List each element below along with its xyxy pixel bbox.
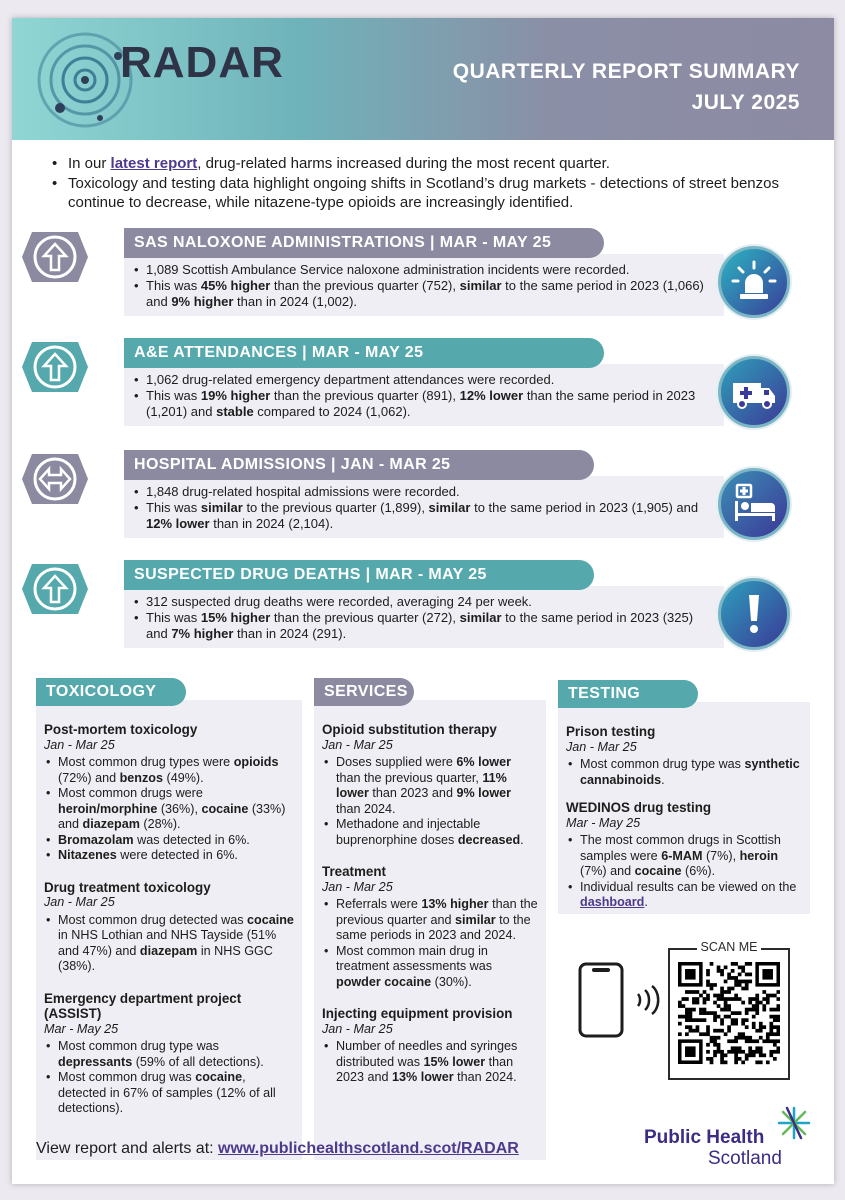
- intro-bullet-2: • Toxicology and testing data highlight ongoing shifts in Scotland’s drug markets - detections of street benzos continue to decrease, while nitazene-type opioids are increasingly identified.: [52, 174, 812, 212]
- tr-bullet-1: • Referrals were 13% higher than the previous quarter and similar to the same periods in 2023 and 2024.: [322, 897, 538, 944]
- title-line-1: QUARTERLY REPORT SUMMARY: [452, 60, 800, 83]
- section-naloxone: [12, 228, 834, 338]
- ost-date: Jan - Mar 25: [322, 737, 393, 752]
- deaths-bullet-2: • This was 15% higher than the previous quarter (272), similar to the same period in 2023 (325) and 7% higher than in 2024 (291).: [134, 610, 714, 642]
- arrow-up-icon: [22, 560, 88, 618]
- arrows-left-right-icon: [22, 450, 88, 508]
- pm-bullet-4: • Nitazenes were detected in 6%.: [44, 848, 294, 864]
- ed-bullet-2: • Most common drug was cocaine, detected in 67% of samples (12% of all detections).: [44, 1070, 294, 1117]
- pm-bullet-3: • Bromazolam was detected in 6%.: [44, 833, 294, 849]
- deaths-bullet-1: • 312 suspected drug deaths were recorded, averaging 24 per week.: [134, 594, 714, 610]
- radar-website-link[interactable]: www.publichealthscotland.scot/RADAR: [218, 1140, 519, 1157]
- arrow-up-icon: [22, 338, 88, 396]
- report-sheet: [12, 18, 834, 1184]
- naloxone-bullet-2: • This was 45% higher than the previous quarter (752), similar to the same period in 2023 (1,066) and 9% higher than in 2024 (1,002).: [134, 278, 714, 310]
- toxicology-body: [36, 700, 302, 1160]
- pm-bullet-2: • Most common drugs were heroin/morphine (36%), cocaine (33%) and diazepam (28%).: [44, 786, 294, 833]
- footer: [36, 1140, 519, 1158]
- hospital-bullet-2: • This was similar to the previous quarter (1,899), similar to the same period in 2023 (1,905) and 12% lower than in 2024 (2,104).: [134, 500, 714, 532]
- naloxone-circle: [718, 246, 790, 318]
- pm-title: Post-mortem toxicology: [44, 722, 198, 737]
- iep-title: Injecting equipment provision: [322, 1006, 513, 1021]
- phs-line-2: Scotland: [708, 1148, 782, 1169]
- hospital-title: HOSPITAL ADMISSIONS | JAN - MAR 25: [124, 450, 594, 480]
- tr-bullet-2: • Most common main drug in treatment assessments was powder cocaine (30%).: [322, 944, 538, 991]
- logo-text: RADAR: [120, 38, 284, 87]
- qr-code-icon: [678, 962, 780, 1072]
- hospital-body: [124, 476, 724, 538]
- ost-bullet-2: • Methadone and injectable buprenorphine doses decreased.: [322, 817, 538, 848]
- toxicology-heading: TOXICOLOGY: [36, 678, 186, 706]
- pm-date: Jan - Mar 25: [44, 737, 115, 752]
- ed-bullet-1: • Most common drug type was depressants (59% of all detections).: [44, 1039, 294, 1070]
- hospital-bullet-1: • 1,848 drug-related hospital admissions were recorded.: [134, 484, 714, 500]
- arrow-up-icon: [22, 228, 88, 286]
- intro-bullet-1: • In our latest report, drug-related harms increased during the most recent quarter.: [52, 154, 812, 173]
- prison-date: Jan - Mar 25: [566, 739, 637, 754]
- deaths-body: [124, 586, 724, 648]
- iep-date: Jan - Mar 25: [322, 1021, 393, 1036]
- ost-bullet-1: • Doses supplied were 6% lower than the previous quarter, 11% lower than 2023 and 9% lower than 2024.: [322, 755, 538, 817]
- deaths-title: SUSPECTED DRUG DEATHS | MAR - MAY 25: [124, 560, 594, 590]
- prison-bullet-1: • Most common drug type was synthetic cannabinoids.: [566, 757, 802, 788]
- siren-icon: [731, 259, 777, 305]
- exclamation-icon: [731, 591, 777, 637]
- smartphone-icon: [578, 962, 668, 1038]
- ed-date: Mar - May 25: [44, 1021, 119, 1036]
- page-title: [453, 56, 800, 118]
- header-banner: [12, 18, 834, 140]
- tr-title: Treatment: [322, 864, 386, 879]
- ae-circle: [718, 356, 790, 428]
- wedinos-bullet-2: • Individual results can be viewed on the dashboard.: [566, 880, 802, 911]
- section-ae: [12, 338, 834, 448]
- ost-title: Opioid substitution therapy: [322, 722, 497, 737]
- services-heading: SERVICES: [314, 678, 414, 706]
- wedinos-date: Mar - May 25: [566, 815, 641, 830]
- scan-me-label: SCAN ME: [670, 940, 788, 954]
- qr-code-box[interactable]: [668, 940, 790, 1080]
- testing-heading: TESTING: [558, 680, 698, 708]
- wedinos-title: WEDINOS drug testing: [566, 800, 712, 815]
- latest-report-link[interactable]: latest report: [110, 155, 198, 172]
- services-body: [314, 700, 546, 1160]
- naloxone-title: SAS NALOXONE ADMINISTRATIONS | MAR - MAY 25: [124, 228, 604, 258]
- intro-list: [52, 154, 812, 213]
- pm-bullet-1: • Most common drug types were opioids (72%) and benzos (49%).: [44, 755, 294, 786]
- ambulance-icon: [731, 369, 777, 415]
- naloxone-bullet-1: • 1,089 Scottish Ambulance Service naloxone administration incidents were recorded.: [134, 262, 714, 278]
- iep-bullet-1: • Number of needles and syringes distributed was 15% lower than 2023 and 13% lower than 2024.: [322, 1039, 538, 1086]
- phs-line-1: Public Health: [644, 1127, 765, 1148]
- dashboard-link[interactable]: dashboard: [580, 895, 645, 909]
- title-line-2: JULY 2025: [691, 91, 800, 114]
- hospital-circle: [718, 468, 790, 540]
- dt-date: Jan - Mar 25: [44, 895, 115, 909]
- tr-date: Jan - Mar 25: [322, 879, 393, 894]
- ed-title: Emergency department project (ASSIST): [44, 990, 242, 1021]
- naloxone-body: [124, 254, 724, 316]
- dt-bullet-1: • Most common drug detected was cocaine in NHS Lothian and NHS Tayside (51% and 47%) and diazepam in NHS GGC (38%).: [44, 913, 294, 975]
- section-deaths: [12, 560, 834, 670]
- public-health-scotland-logo: [642, 1104, 818, 1172]
- section-hospital: [12, 450, 834, 560]
- dt-title: Drug treatment toxicology: [44, 879, 211, 895]
- footer-text: View report and alerts at:: [36, 1140, 219, 1157]
- hospital-bed-icon: [731, 481, 777, 527]
- prison-title: Prison testing: [566, 724, 656, 739]
- ae-title: A&E ATTENDANCES | MAR - MAY 25: [124, 338, 604, 368]
- deaths-circle: [718, 578, 790, 650]
- testing-body: [558, 702, 810, 914]
- ae-bullet-1: • 1,062 drug-related emergency department attendances were recorded.: [134, 372, 714, 388]
- ae-bullet-2: • This was 19% higher than the previous quarter (891), 12% lower than the same period in 2023 (1,201) and stable compared to 2024 (1,062).: [134, 388, 714, 420]
- wedinos-bullet-1: • The most common drugs in Scottish samples were 6-MAM (7%), heroin (7%) and cocaine (6%).: [566, 833, 802, 880]
- ae-body: [124, 364, 724, 426]
